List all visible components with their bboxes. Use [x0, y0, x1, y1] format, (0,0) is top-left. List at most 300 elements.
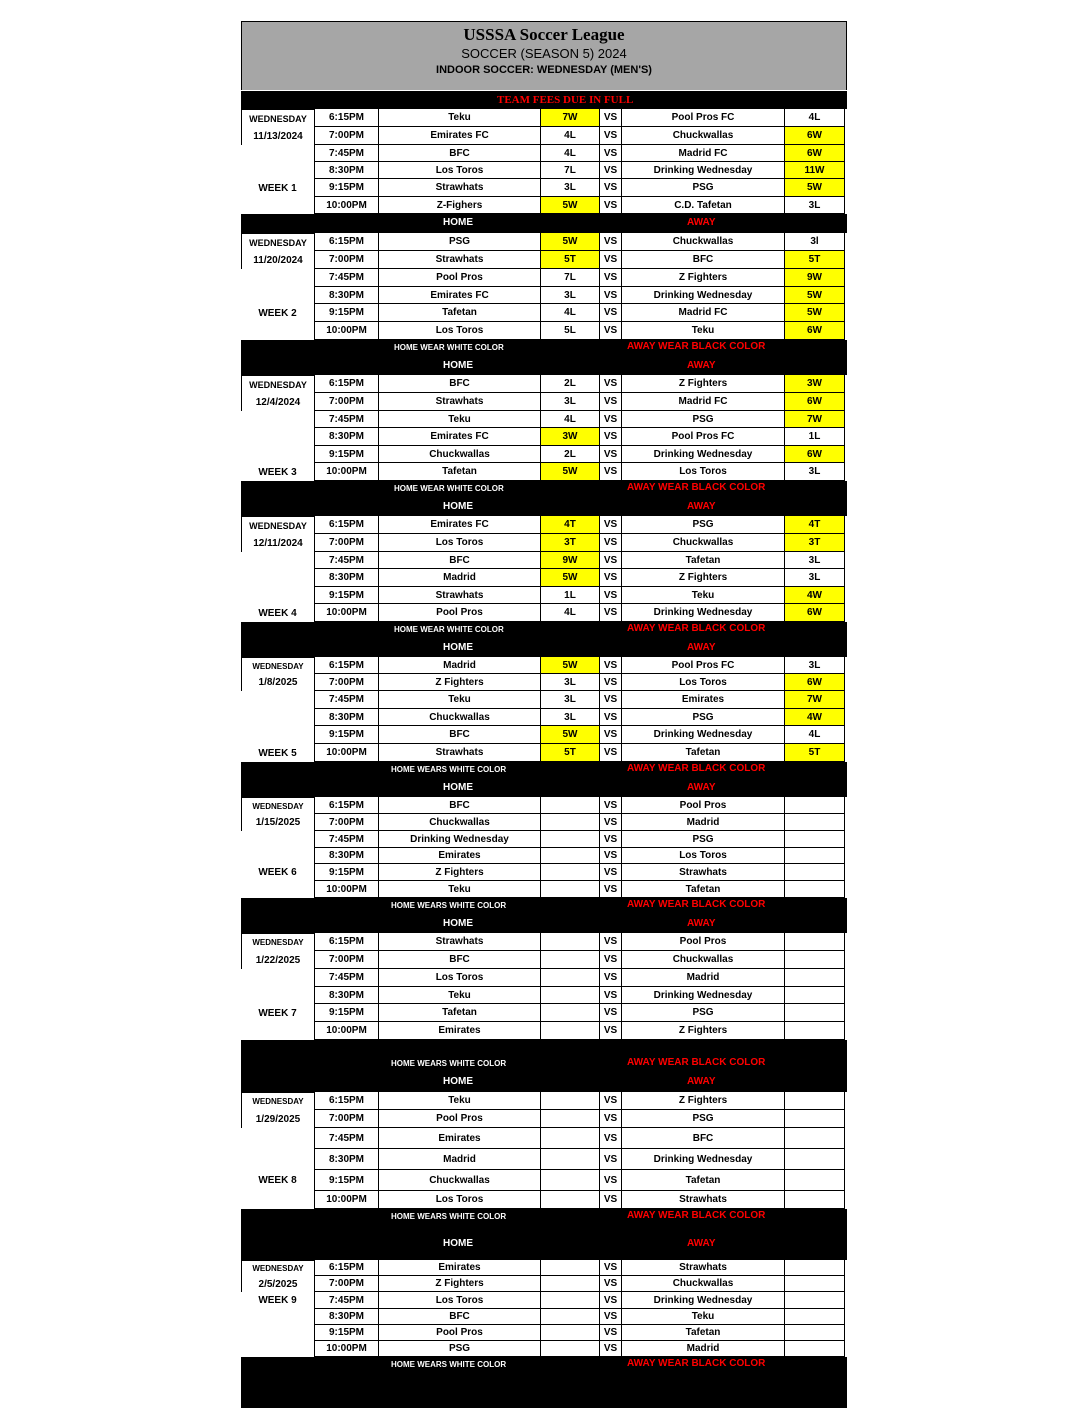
vs-label: VS	[599, 1275, 622, 1292]
game-row	[241, 987, 847, 1004]
home-team: Los Toros	[378, 1291, 541, 1309]
away-team: Tafetan	[621, 880, 785, 898]
color-band	[241, 481, 847, 516]
home-score: 5T	[540, 250, 600, 269]
week-info-cell	[241, 1022, 314, 1040]
home-team: Z Fighters	[378, 673, 541, 691]
game-time: 9:15PM	[314, 1324, 379, 1341]
game-row	[241, 304, 847, 322]
week-info-cell	[241, 446, 314, 463]
home-score	[540, 796, 600, 814]
away-team: Chuckwallas	[621, 126, 785, 145]
home-score	[540, 1003, 600, 1022]
home-team: Emirates FC	[378, 286, 541, 304]
home-team: Pool Pros	[378, 1109, 541, 1128]
game-time: 9:15PM	[314, 445, 379, 463]
home-team: Teku	[378, 1091, 541, 1110]
week-info-cell	[241, 411, 314, 428]
away-header: AWAY	[687, 1238, 716, 1249]
game-row	[241, 951, 847, 969]
day-label: WEDNESDAY	[241, 797, 314, 814]
home-team: Teku	[378, 880, 541, 898]
week-info-cell	[241, 881, 314, 898]
vs-label: VS	[599, 178, 622, 197]
home-team: Strawhats	[378, 586, 541, 604]
vs-label: VS	[599, 986, 622, 1004]
home-score: 4L	[540, 144, 600, 162]
vs-label: VS	[599, 144, 622, 162]
home-score: 3W	[540, 427, 600, 446]
vs-label: VS	[599, 586, 622, 604]
home-team: Emirates FC	[378, 427, 541, 446]
away-team: PSG	[621, 830, 785, 848]
game-row	[241, 393, 847, 411]
away-team: Drinking Wednesday	[621, 161, 785, 179]
game-time: 6:15PM	[314, 108, 379, 127]
week-info-cell	[241, 269, 314, 287]
away-wear-label: AWAY WEAR BLACK COLOR	[627, 763, 766, 774]
game-time: 7:00PM	[314, 1275, 379, 1292]
home-team: Los Toros	[378, 1190, 541, 1209]
vs-label: VS	[599, 445, 622, 463]
week-info-cell	[241, 726, 314, 744]
color-band	[241, 1040, 847, 1092]
game-row	[241, 411, 847, 428]
vs-label: VS	[599, 813, 622, 831]
away-team: Madrid FC	[621, 303, 785, 322]
home-header: HOME	[443, 360, 473, 371]
home-team: Los Toros	[378, 533, 541, 552]
home-team: Z Fighters	[378, 863, 541, 881]
game-time: 7:00PM	[314, 250, 379, 269]
away-score: 3L	[784, 462, 845, 481]
away-score: 3L	[784, 656, 845, 674]
away-team: Pool Pros	[621, 796, 785, 814]
game-row	[241, 674, 847, 691]
day-label: WEDNESDAY	[241, 233, 314, 251]
game-row	[241, 534, 847, 552]
home-team: Tafetan	[378, 1003, 541, 1022]
game-time: 10:00PM	[314, 1021, 379, 1040]
home-wear-label: HOME WEARS WHITE COLOR	[391, 1212, 507, 1221]
week-info-cell	[241, 691, 314, 709]
game-row	[241, 709, 847, 726]
vs-label: VS	[599, 1127, 622, 1149]
away-score	[784, 1127, 845, 1149]
away-score	[784, 1148, 845, 1170]
away-score	[784, 863, 845, 881]
away-score	[784, 1340, 845, 1357]
vs-label: VS	[599, 427, 622, 446]
vs-label: VS	[599, 796, 622, 814]
game-row	[241, 109, 847, 127]
home-wear-label: HOME WEAR WHITE COLOR	[394, 625, 504, 634]
home-score	[540, 1340, 600, 1357]
vs-label: VS	[599, 1021, 622, 1040]
away-score	[784, 830, 845, 848]
vs-label: VS	[599, 1259, 622, 1276]
away-score: 3L	[784, 568, 845, 587]
game-row	[241, 269, 847, 287]
game-row	[241, 552, 847, 569]
home-team: Emirates FC	[378, 126, 541, 145]
home-team: Teku	[378, 986, 541, 1004]
game-time: 8:30PM	[314, 1148, 379, 1170]
away-score	[784, 1324, 845, 1341]
away-team: Tafetan	[621, 743, 785, 762]
away-score	[784, 1308, 845, 1325]
game-row	[241, 848, 847, 864]
away-team: Los Toros	[621, 462, 785, 481]
home-team: PSG	[378, 232, 541, 251]
home-score	[540, 813, 600, 831]
home-team: Los Toros	[378, 161, 541, 179]
away-score: 3L	[784, 196, 845, 214]
home-team: Z-Fighers	[378, 196, 541, 214]
vs-label: VS	[599, 1091, 622, 1110]
game-time: 10:00PM	[314, 880, 379, 898]
day-label: WEDNESDAY	[241, 516, 314, 534]
color-band	[241, 762, 847, 797]
vs-label: VS	[599, 932, 622, 951]
date-label: 1/22/2025	[241, 951, 314, 969]
game-row	[241, 1292, 847, 1309]
league-title: USSSA Soccer League	[463, 25, 625, 44]
game-time: 6:15PM	[314, 656, 379, 674]
home-score: 3L	[540, 392, 600, 411]
game-time: 7:45PM	[314, 551, 379, 569]
away-score	[784, 1259, 845, 1276]
home-team: Emirates	[378, 1259, 541, 1276]
home-score	[540, 932, 600, 951]
away-team: Emirates	[621, 690, 785, 709]
week-info-cell	[241, 145, 314, 162]
week-label: WEEK 5	[241, 744, 314, 762]
home-score: 2L	[540, 374, 600, 393]
away-score: 11W	[784, 161, 845, 179]
week-info-cell	[241, 848, 314, 864]
away-score	[784, 968, 845, 987]
away-team: BFC	[621, 250, 785, 269]
color-band	[241, 622, 847, 657]
home-team: BFC	[378, 144, 541, 162]
vs-label: VS	[599, 286, 622, 304]
game-row	[241, 969, 847, 987]
day-label: WEDNESDAY	[241, 1092, 314, 1110]
away-score	[784, 986, 845, 1004]
away-team: Chuckwallas	[621, 1275, 785, 1292]
home-team: Strawhats	[378, 743, 541, 762]
home-team: Teku	[378, 108, 541, 127]
away-team: BFC	[621, 1127, 785, 1149]
home-header: HOME	[443, 642, 473, 653]
week-info-cell	[241, 969, 314, 987]
home-score: 7L	[540, 268, 600, 287]
home-team: Emirates	[378, 847, 541, 864]
game-time: 9:15PM	[314, 725, 379, 744]
away-score: 5W	[784, 178, 845, 197]
game-row	[241, 1022, 847, 1040]
game-row	[241, 1092, 847, 1110]
away-score: 5T	[784, 743, 845, 762]
week-info-cell	[241, 831, 314, 848]
day-label: WEDNESDAY	[241, 375, 314, 393]
away-team: Pool Pros FC	[621, 656, 785, 674]
vs-label: VS	[599, 126, 622, 145]
game-row	[241, 1004, 847, 1022]
home-team: Pool Pros	[378, 603, 541, 622]
home-score: 4L	[540, 410, 600, 428]
date-label: 1/8/2025	[241, 674, 314, 691]
home-score	[540, 950, 600, 969]
away-score: 1L	[784, 427, 845, 446]
away-team: PSG	[621, 178, 785, 197]
away-team: Strawhats	[621, 1259, 785, 1276]
week-info-cell	[241, 1341, 314, 1357]
week-info-cell	[241, 552, 314, 569]
home-score: 2L	[540, 445, 600, 463]
game-time: 10:00PM	[314, 1190, 379, 1209]
away-score: 3l	[784, 232, 845, 251]
away-header: AWAY	[687, 501, 716, 512]
away-score	[784, 1003, 845, 1022]
home-score: 5L	[540, 321, 600, 340]
home-header: HOME	[443, 918, 473, 929]
home-team: Madrid	[378, 1148, 541, 1170]
game-time: 9:15PM	[314, 178, 379, 197]
away-team: Drinking Wednesday	[621, 986, 785, 1004]
vs-label: VS	[599, 1324, 622, 1341]
away-team: Z Fighters	[621, 1091, 785, 1110]
game-row	[241, 691, 847, 709]
away-wear-label: AWAY WEAR BLACK COLOR	[627, 341, 766, 352]
away-team: Drinking Wednesday	[621, 445, 785, 463]
home-team: Strawhats	[378, 250, 541, 269]
away-team: Z Fighters	[621, 1021, 785, 1040]
vs-label: VS	[599, 690, 622, 709]
away-team: Teku	[621, 321, 785, 340]
home-score: 5W	[540, 656, 600, 674]
game-row	[241, 814, 847, 831]
vs-label: VS	[599, 533, 622, 552]
game-row	[241, 933, 847, 951]
away-header: AWAY	[687, 217, 716, 228]
vs-label: VS	[599, 551, 622, 569]
date-label: 12/4/2024	[241, 393, 314, 411]
week-label: WEEK 8	[241, 1170, 314, 1191]
away-team: Pool Pros FC	[621, 427, 785, 446]
away-score	[784, 1190, 845, 1209]
home-team: Teku	[378, 410, 541, 428]
away-team: Tafetan	[621, 1324, 785, 1341]
away-team: Teku	[621, 1308, 785, 1325]
game-row	[241, 831, 847, 848]
game-row	[241, 516, 847, 534]
away-team: Pool Pros FC	[621, 108, 785, 127]
game-row	[241, 287, 847, 304]
home-score	[540, 1148, 600, 1170]
game-row	[241, 446, 847, 463]
home-team: Chuckwallas	[378, 708, 541, 726]
vs-label: VS	[599, 847, 622, 864]
home-team: BFC	[378, 796, 541, 814]
home-score: 3L	[540, 178, 600, 197]
vs-label: VS	[599, 1003, 622, 1022]
game-time: 9:15PM	[314, 586, 379, 604]
fees-banner	[241, 91, 847, 109]
home-score: 5W	[540, 725, 600, 744]
game-row	[241, 1309, 847, 1325]
game-time: 7:45PM	[314, 1291, 379, 1309]
vs-label: VS	[599, 392, 622, 411]
game-time: 7:00PM	[314, 126, 379, 145]
away-team: Drinking Wednesday	[621, 286, 785, 304]
game-time: 8:30PM	[314, 1308, 379, 1325]
game-row	[241, 1260, 847, 1276]
away-score: 5T	[784, 250, 845, 269]
game-row	[241, 797, 847, 814]
away-team: Chuckwallas	[621, 950, 785, 969]
away-score: 4W	[784, 586, 845, 604]
away-team: Pool Pros	[621, 932, 785, 951]
home-team: Tafetan	[378, 303, 541, 322]
game-time: 8:30PM	[314, 568, 379, 587]
week-info-cell	[241, 1149, 314, 1170]
date-label: 11/13/2024	[241, 127, 314, 145]
away-header: AWAY	[687, 642, 716, 653]
away-team: Strawhats	[621, 863, 785, 881]
game-row	[241, 864, 847, 881]
vs-label: VS	[599, 568, 622, 587]
home-header: HOME	[443, 1238, 473, 1249]
home-score: 5T	[540, 743, 600, 762]
home-score	[540, 1324, 600, 1341]
day-label: WEDNESDAY	[241, 933, 314, 951]
away-score: 3T	[784, 533, 845, 552]
vs-label: VS	[599, 725, 622, 744]
away-team: Madrid FC	[621, 392, 785, 411]
week-info-cell	[241, 322, 314, 340]
away-score	[784, 1109, 845, 1128]
game-time: 10:00PM	[314, 1340, 379, 1357]
season-subtitle: SOCCER (SEASON 5) 2024	[461, 46, 627, 61]
color-band	[241, 1209, 847, 1260]
away-score: 4L	[784, 108, 845, 127]
schedule-sheet	[241, 21, 847, 1408]
home-wear-label: HOME WEAR WHITE COLOR	[394, 484, 504, 493]
color-band	[241, 340, 847, 375]
home-team: Tafetan	[378, 462, 541, 481]
home-score	[540, 1275, 600, 1292]
date-label: 1/15/2025	[241, 814, 314, 831]
away-team: Strawhats	[621, 1190, 785, 1209]
game-row	[241, 744, 847, 762]
away-score	[784, 932, 845, 951]
home-score: 4L	[540, 303, 600, 322]
home-score	[540, 830, 600, 848]
home-wear-label: HOME WEARS WHITE COLOR	[391, 765, 507, 774]
away-score: 6W	[784, 144, 845, 162]
home-team: Teku	[378, 690, 541, 709]
home-header: HOME	[443, 217, 473, 228]
away-score	[784, 1091, 845, 1110]
home-header: HOME	[443, 782, 473, 793]
away-header: AWAY	[687, 918, 716, 929]
home-score: 5W	[540, 568, 600, 587]
game-time: 7:45PM	[314, 968, 379, 987]
game-time: 10:00PM	[314, 196, 379, 214]
color-band	[241, 898, 847, 933]
away-team: Z Fighters	[621, 268, 785, 287]
home-team: Chuckwallas	[378, 445, 541, 463]
game-time: 7:00PM	[314, 392, 379, 411]
away-score	[784, 950, 845, 969]
game-time: 7:00PM	[314, 813, 379, 831]
home-team: BFC	[378, 551, 541, 569]
game-row	[241, 251, 847, 269]
game-time: 7:00PM	[314, 673, 379, 691]
vs-label: VS	[599, 673, 622, 691]
away-score: 6W	[784, 603, 845, 622]
game-time: 8:30PM	[314, 427, 379, 446]
game-time: 9:15PM	[314, 303, 379, 322]
game-time: 7:00PM	[314, 950, 379, 969]
vs-label: VS	[599, 603, 622, 622]
game-row	[241, 162, 847, 179]
game-row	[241, 1110, 847, 1128]
week-info-cell	[241, 1191, 314, 1209]
game-time: 6:15PM	[314, 1091, 379, 1110]
vs-label: VS	[599, 830, 622, 848]
vs-label: VS	[599, 303, 622, 322]
home-score	[540, 1109, 600, 1128]
week-label: WEEK 2	[241, 304, 314, 322]
game-time: 8:30PM	[314, 708, 379, 726]
away-score: 6W	[784, 126, 845, 145]
home-team: Drinking Wednesday	[378, 830, 541, 848]
away-score: 3L	[784, 551, 845, 569]
vs-label: VS	[599, 462, 622, 481]
vs-label: VS	[599, 1190, 622, 1209]
game-row	[241, 233, 847, 251]
home-score	[540, 1091, 600, 1110]
vs-label: VS	[599, 108, 622, 127]
away-wear-label: AWAY WEAR BLACK COLOR	[627, 1210, 766, 1221]
home-score: 9W	[540, 551, 600, 569]
away-team: PSG	[621, 1003, 785, 1022]
away-team: Drinking Wednesday	[621, 1148, 785, 1170]
vs-label: VS	[599, 161, 622, 179]
home-team: Madrid	[378, 656, 541, 674]
away-team: Tafetan	[621, 1169, 785, 1191]
away-header: AWAY	[687, 360, 716, 371]
home-team: Pool Pros	[378, 268, 541, 287]
week-label: WEEK 3	[241, 463, 314, 481]
home-score: 3L	[540, 690, 600, 709]
away-score: 5W	[784, 286, 845, 304]
date-label: 1/29/2025	[241, 1110, 314, 1128]
game-row	[241, 657, 847, 674]
game-row	[241, 1325, 847, 1341]
away-team: Madrid	[621, 1340, 785, 1357]
home-team: Los Toros	[378, 968, 541, 987]
away-score: 5W	[784, 303, 845, 322]
game-time: 10:00PM	[314, 321, 379, 340]
game-row	[241, 179, 847, 197]
away-team: Chuckwallas	[621, 533, 785, 552]
away-team: Madrid	[621, 813, 785, 831]
home-score	[540, 1291, 600, 1309]
